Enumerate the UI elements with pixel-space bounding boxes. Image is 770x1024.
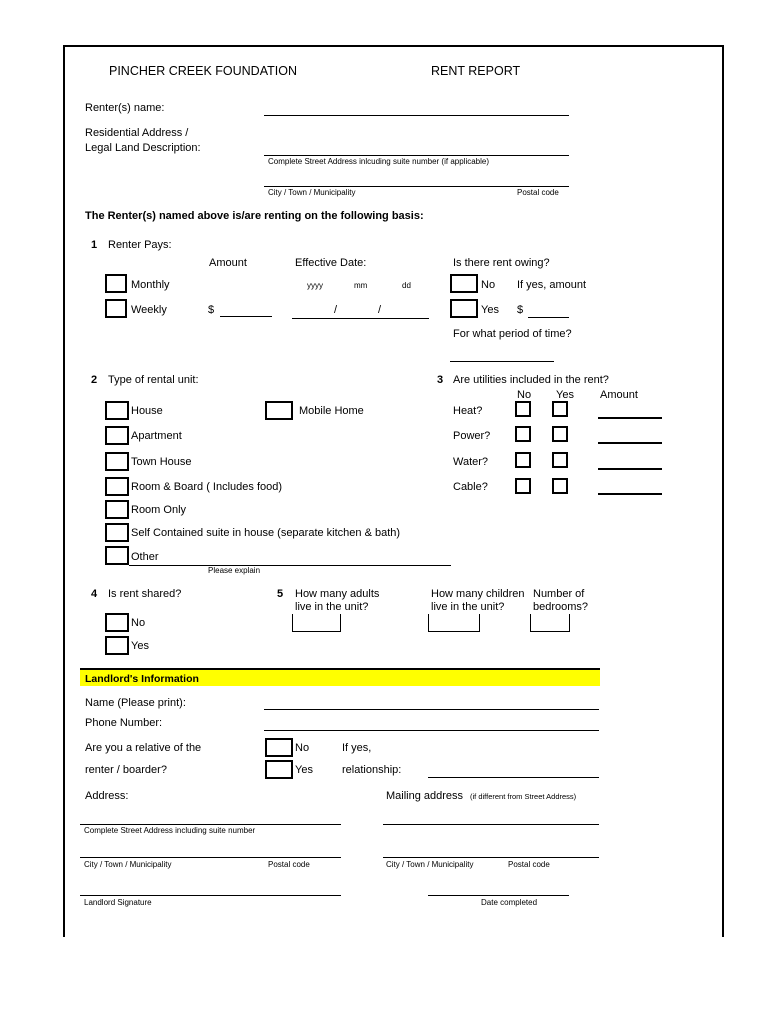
monthly-label: Monthly [131, 279, 170, 291]
weekly-label: Weekly [131, 304, 167, 316]
section-4-number: 4 [91, 588, 98, 600]
room-only-checkbox[interactable] [105, 500, 129, 519]
room-board-checkbox[interactable] [105, 477, 129, 496]
other-explain-field[interactable] [129, 565, 451, 566]
heat-no-checkbox[interactable] [515, 401, 531, 417]
signature-caption: Landlord Signature [84, 898, 152, 907]
date-completed-caption: Date completed [481, 898, 538, 907]
weekly-checkbox[interactable] [105, 299, 127, 318]
room-board-label: Room & Board ( Includes food) [131, 481, 283, 493]
mobile-home-checkbox[interactable] [265, 401, 293, 420]
landlord-name-label: Name (Please print): [85, 697, 186, 709]
mailing-city-caption: City / Town / Municipality [386, 860, 474, 869]
shared-no-label: No [131, 617, 146, 629]
power-yes-checkbox[interactable] [552, 426, 568, 442]
mailing-city-field[interactable] [383, 857, 599, 858]
owing-dollar-sign: $ [517, 304, 524, 316]
power-label: Power? [453, 430, 491, 442]
landlord-city-caption: City / Town / Municipality [84, 860, 172, 869]
landlord-phone-label: Phone Number: [85, 717, 163, 729]
if-yes-amount-label: If yes, amount [517, 279, 587, 291]
relationship-field[interactable] [428, 777, 599, 778]
section-2-number: 2 [91, 374, 98, 386]
utilities-yes-heading: Yes [556, 389, 574, 401]
landlord-name-field[interactable] [264, 709, 599, 710]
owing-yes-checkbox[interactable] [450, 299, 478, 318]
other-checkbox[interactable] [105, 546, 129, 565]
water-amount-field[interactable] [598, 468, 662, 470]
bedrooms-count-field[interactable] [530, 614, 570, 632]
landlord-street-caption: Complete Street Address including suite number [84, 826, 256, 835]
adults-question-1: How many adults [295, 588, 380, 600]
landlord-street-field[interactable] [80, 824, 341, 825]
relative-yes-label: Yes [295, 764, 313, 776]
water-no-checkbox[interactable] [515, 452, 531, 468]
children-question-2: live in the unit? [431, 601, 505, 613]
owing-amount-field[interactable] [528, 317, 569, 318]
owing-no-checkbox[interactable] [450, 274, 478, 293]
landlord-city-field[interactable] [80, 857, 341, 858]
heat-yes-checkbox[interactable] [552, 401, 568, 417]
landlord-address-label: Address: [85, 790, 129, 802]
basis-statement: The Renter(s) named above is/are renting on the following basis: [85, 210, 424, 222]
apartment-label: Apartment [131, 430, 182, 442]
period-field[interactable] [450, 361, 554, 362]
city-field[interactable] [264, 186, 569, 187]
children-question-1: How many children [431, 588, 525, 600]
children-count-field[interactable] [428, 614, 480, 632]
cable-yes-checkbox[interactable] [552, 478, 568, 494]
street-address-field[interactable] [264, 155, 569, 156]
landlord-postal-caption: Postal code [268, 860, 310, 869]
amount-field[interactable] [220, 316, 272, 317]
bedrooms-question-1: Number of [533, 588, 585, 600]
cable-label: Cable? [453, 481, 488, 493]
effective-date-heading: Effective Date: [295, 257, 367, 269]
amount-dollar-sign: $ [208, 304, 215, 316]
rental-unit-label: Type of rental unit: [108, 374, 199, 386]
mm-caption: mm [354, 281, 368, 290]
date-completed-field[interactable] [428, 895, 569, 896]
shared-yes-label: Yes [131, 640, 149, 652]
effective-date-field[interactable] [292, 318, 429, 319]
dd-caption: dd [402, 281, 411, 290]
room-only-label: Room Only [131, 504, 187, 516]
relative-question-1: Are you a relative of the [85, 742, 202, 754]
self-contained-checkbox[interactable] [105, 523, 129, 542]
house-label: House [131, 405, 163, 417]
relationship-label: relationship: [342, 764, 402, 776]
date-slash-1: / [334, 304, 338, 316]
report-title: RENT REPORT [431, 64, 521, 78]
utilities-no-heading: No [517, 389, 532, 401]
shared-yes-checkbox[interactable] [105, 636, 129, 655]
relative-yes-checkbox[interactable] [265, 760, 293, 779]
date-slash-2: / [378, 304, 382, 316]
landlord-heading: Landlord's Information [85, 673, 199, 685]
utilities-label: Are utilities included in the rent? [453, 374, 609, 386]
water-label: Water? [453, 456, 489, 468]
adults-question-2: live in the unit? [295, 601, 369, 613]
renter-name-label: Renter(s) name: [85, 102, 165, 114]
adults-count-field[interactable] [292, 614, 341, 632]
amount-heading: Amount [209, 257, 247, 269]
apartment-checkbox[interactable] [105, 426, 129, 445]
monthly-checkbox[interactable] [105, 274, 127, 293]
utilities-amount-heading: Amount [600, 389, 638, 401]
relative-no-label: No [295, 742, 310, 754]
landlord-phone-field[interactable] [264, 730, 599, 731]
section-5-number: 5 [277, 588, 284, 600]
house-checkbox[interactable] [105, 401, 129, 420]
renter-pays-label: Renter Pays: [108, 239, 172, 251]
renter-name-field[interactable] [264, 115, 569, 116]
address-label-2: Legal Land Description: [85, 142, 201, 154]
power-amount-field[interactable] [598, 442, 662, 444]
cable-amount-field[interactable] [598, 493, 662, 495]
address-label-1: Residential Address / [85, 127, 189, 139]
city-caption: City / Town / Municipality [268, 188, 356, 197]
yyyy-caption: yyyy [307, 281, 323, 290]
other-label: Other [131, 551, 159, 563]
section-1-number: 1 [91, 239, 98, 251]
owing-no-label: No [481, 279, 496, 291]
mailing-street-field[interactable] [383, 824, 599, 825]
relative-no-checkbox[interactable] [265, 738, 293, 757]
mailing-address-note: (if different from Street Address) [470, 792, 577, 801]
rent-owing-heading: Is there rent owing? [453, 257, 550, 269]
heat-amount-field[interactable] [598, 417, 662, 419]
owing-yes-label: Yes [481, 304, 499, 316]
foundation-title: PINCHER CREEK FOUNDATION [109, 64, 297, 78]
heat-label: Heat? [453, 405, 483, 417]
self-contained-label: Self Contained suite in house (separate kitchen & bath) [131, 527, 401, 539]
period-question: For what period of time? [453, 328, 572, 340]
town-house-checkbox[interactable] [105, 452, 129, 471]
mailing-address-label: Mailing address [386, 790, 464, 802]
mailing-postal-caption: Postal code [508, 860, 550, 869]
shared-no-checkbox[interactable] [105, 613, 129, 632]
street-caption: Complete Street Address inlcuding suite number (if applicable) [268, 157, 490, 166]
water-yes-checkbox[interactable] [552, 452, 568, 468]
landlord-signature-field[interactable] [80, 895, 341, 896]
cable-no-checkbox[interactable] [515, 478, 531, 494]
please-explain-caption: Please explain [208, 566, 261, 575]
power-no-checkbox[interactable] [515, 426, 531, 442]
section-3-number: 3 [437, 374, 444, 386]
town-house-label: Town House [131, 456, 192, 468]
if-yes-label: If yes, [342, 742, 372, 754]
bedrooms-question-2: bedrooms? [533, 601, 589, 613]
mobile-home-label: Mobile Home [299, 405, 364, 417]
postal-caption: Postal code [517, 188, 559, 197]
relative-question-2: renter / boarder? [85, 764, 167, 776]
rent-shared-label: Is rent shared? [108, 588, 182, 600]
